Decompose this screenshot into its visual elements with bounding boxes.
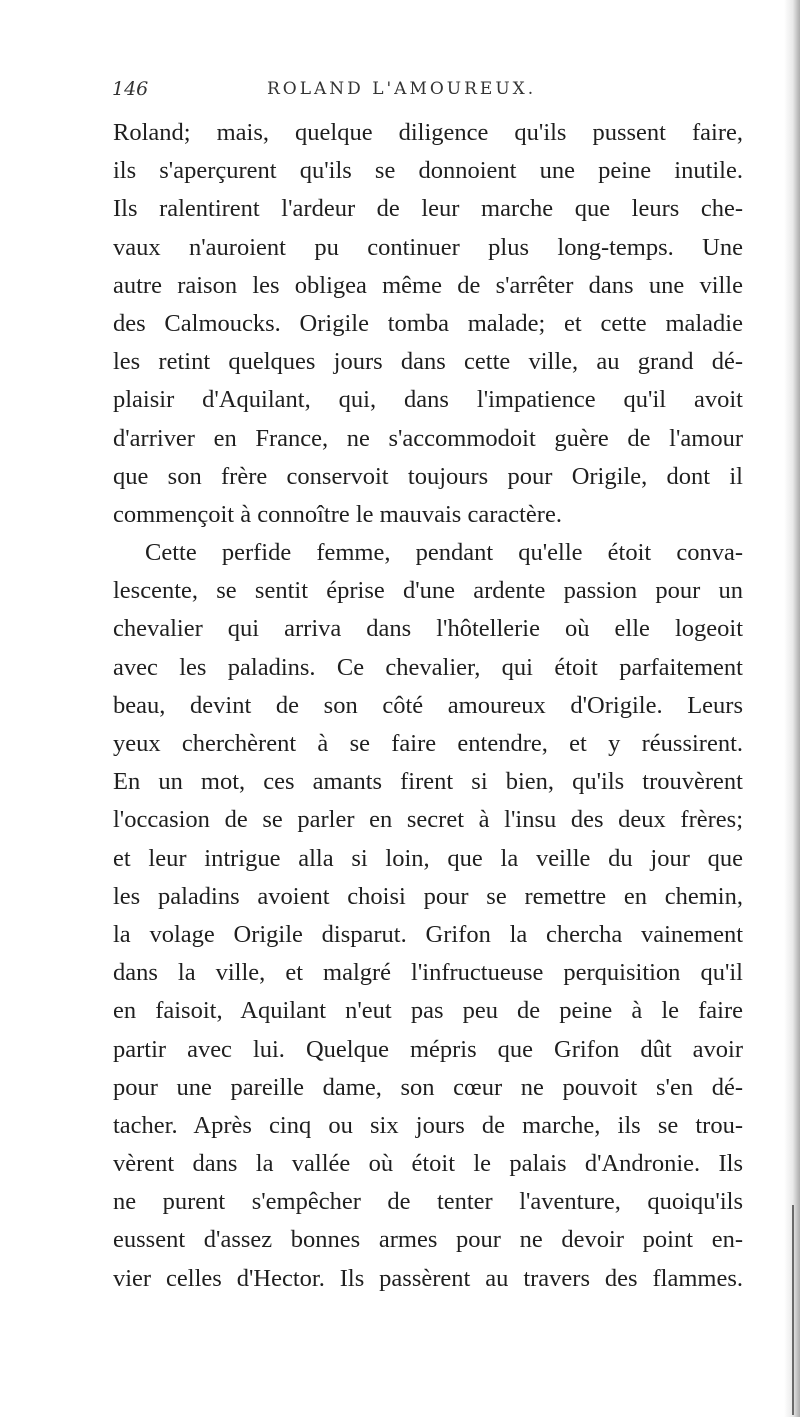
text-line: les paladins avoient choisi pour se remettre en chemin,	[113, 882, 743, 910]
text-line: tacher. Après cinq ou six jours de marche, ils se trou-	[113, 1111, 743, 1139]
text-line: commençoit à connoître le mauvais caractère.	[113, 500, 562, 528]
text-line: eussent d'assez bonnes armes pour ne devoir point en-	[113, 1226, 743, 1254]
text-line: ne purent s'empêcher de tenter l'aventure, quoiqu'ils	[113, 1188, 743, 1216]
running-title: ROLAND L'AMOUREUX.	[267, 79, 537, 99]
text-line: plaisir d'Aquilant, qui, dans l'impatience qu'il avoit	[113, 386, 743, 414]
text-line: et leur intrigue alla si loin, que la veille du jour que	[113, 844, 743, 872]
text-line: vèrent dans la vallée où étoit le palais d'Andronie. Ils	[113, 1150, 743, 1178]
text-line: ils s'aperçurent qu'ils se donnoient une peine inutile.	[113, 157, 743, 185]
text-line: avec les paladins. Ce chevalier, qui étoit parfaitement	[113, 653, 743, 681]
text-line: d'arriver en France, ne s'accommodoit guère de l'amour	[113, 424, 743, 452]
text-line: Roland; mais, quelque diligence qu'ils pussent faire,	[113, 119, 743, 146]
text-line: dans la ville, et malgré l'infructueuse perquisition qu'il	[113, 959, 743, 987]
text-line: la volage Origile disparut. Grifon la chercha vainement	[113, 920, 743, 948]
text-line: autre raison les obligea même de s'arrêter dans une ville	[113, 271, 743, 299]
text-line: Cette perfide femme, pendant qu'elle étoit conva-	[145, 539, 743, 567]
text-line: pour une pareille dame, son cœur ne pouvoit s'en dé-	[113, 1073, 743, 1101]
text-line: En un mot, ces amants firent si bien, qu'ils trouvèrent	[113, 768, 743, 796]
body-text	[113, 114, 743, 1298]
page-edge-line	[792, 1205, 794, 1415]
text-line: en faisoit, Aquilant n'eut pas peu de peine à le faire	[113, 997, 743, 1025]
text-line: vier celles d'Hector. Ils passèrent au travers des flammes.	[113, 1264, 743, 1292]
text-line: Ils ralentirent l'ardeur de leur marche que leurs che-	[113, 195, 743, 223]
page-number: 146	[112, 78, 149, 100]
text-line: les retint quelques jours dans cette ville, au grand dé-	[113, 348, 743, 376]
text-line: beau, devint de son côté amoureux d'Origile. Leurs	[113, 691, 743, 719]
text-line: l'occasion de se parler en secret à l'insu des deux frères;	[113, 806, 743, 834]
text-line: chevalier qui arriva dans l'hôtellerie où elle logeoit	[113, 615, 743, 643]
text-line: des Calmoucks. Origile tomba malade; et cette maladie	[113, 309, 743, 337]
running-head	[112, 78, 582, 106]
text-line: vaux n'auroient pu continuer plus long-temps. Une	[113, 233, 743, 261]
text-line: que son frère conservoit toujours pour Origile, dont il	[113, 462, 743, 490]
text-line: partir avec lui. Quelque mépris que Grifon dût avoir	[113, 1035, 743, 1063]
text-line: lescente, se sentit éprise d'une ardente passion pour un	[113, 577, 743, 605]
text-line: yeux cherchèrent à se faire entendre, et y réussirent.	[113, 730, 743, 757]
